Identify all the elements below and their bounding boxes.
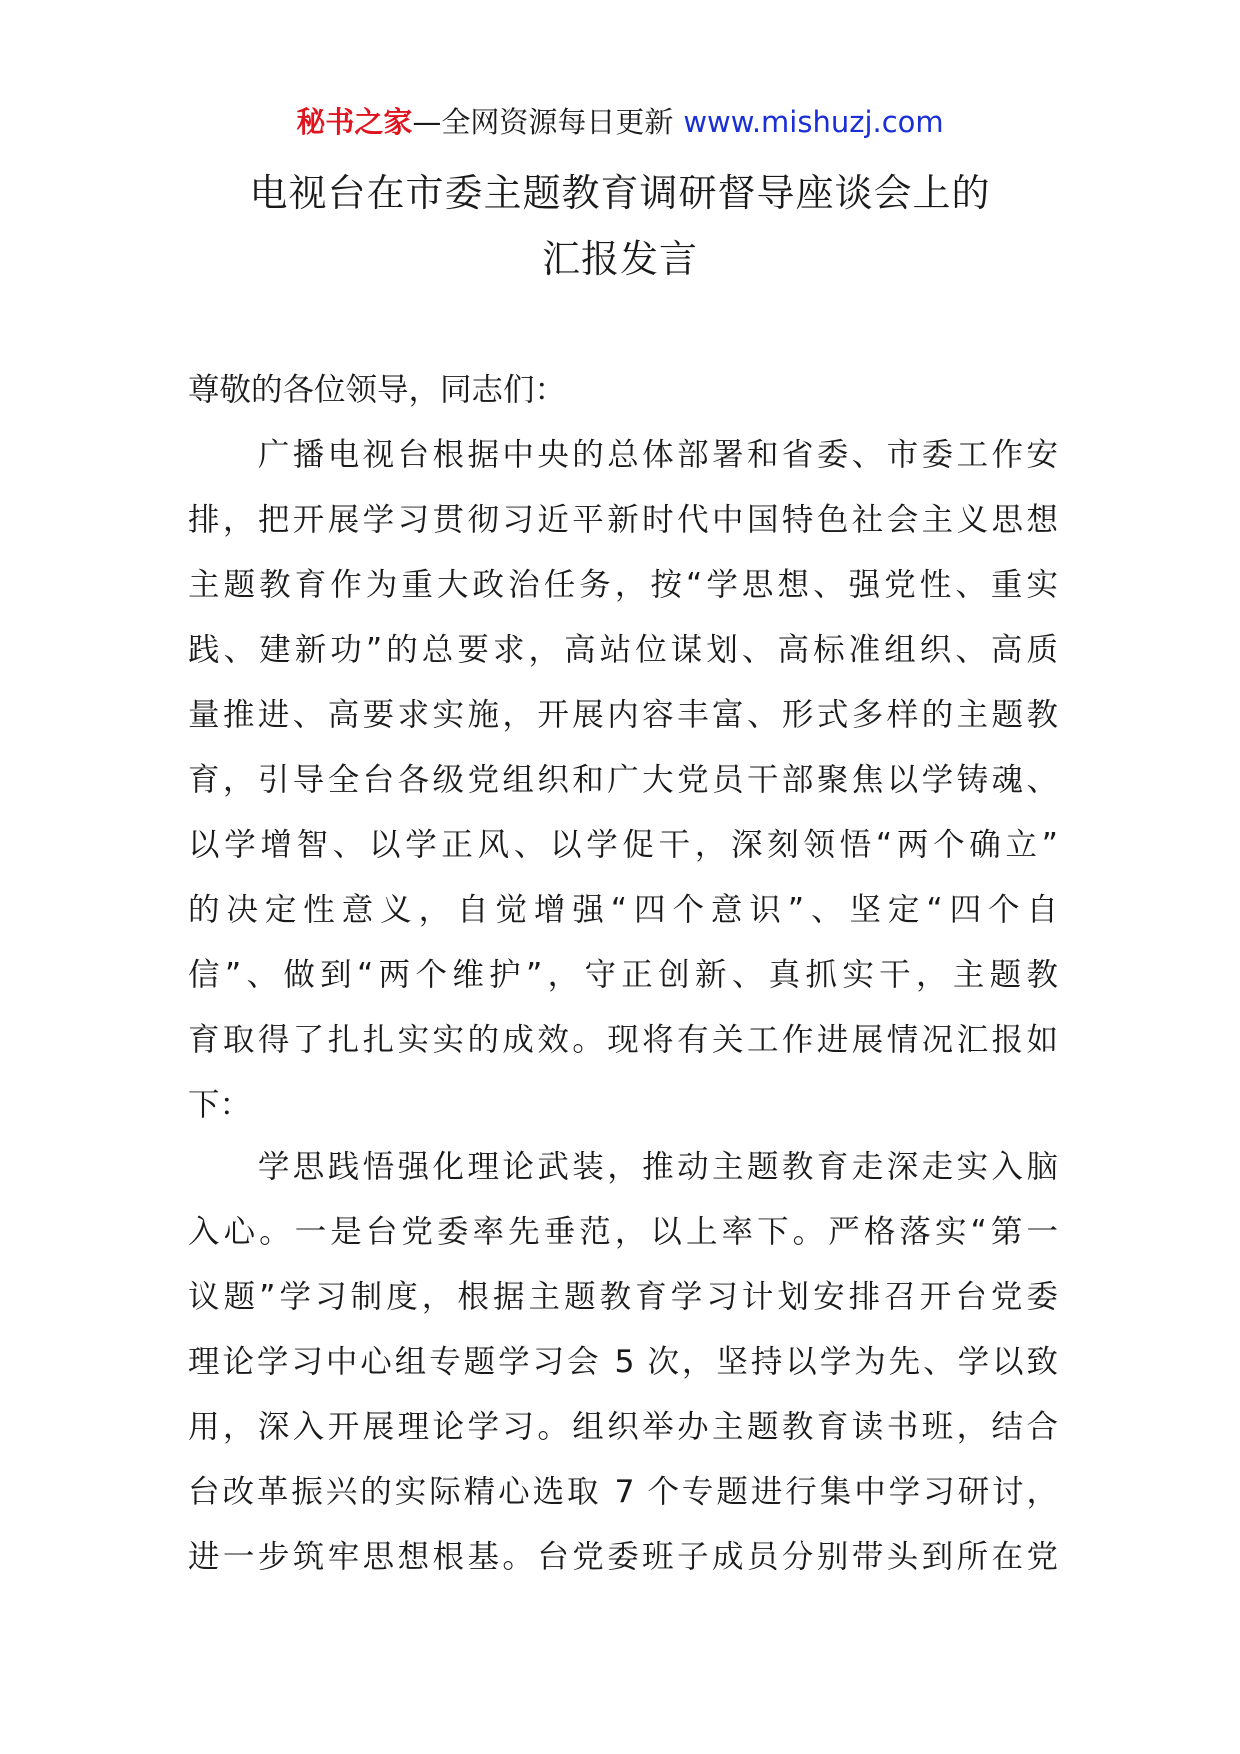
site-header <box>0 102 1240 142</box>
paragraph-line: 信”、做到“两个维护”，守正创新、真抓实干，主题教 <box>188 957 1058 993</box>
paragraph-line: 践、建新功”的总要求，高站位谋划、高标准组织、高质 <box>188 632 1058 668</box>
paragraph-line: 入心。一是台党委率先垂范，以上率下。严格落实“第一 <box>188 1214 1058 1250</box>
salutation-text: 尊敬的各位领导，同志们： <box>188 372 567 408</box>
paragraph-line: 下： <box>188 1087 252 1123</box>
paragraph-line: 量推进、高要求实施，开展内容丰富、形式多样的主题教 <box>188 697 1058 733</box>
paragraph-line: 理论学习中心组专题学习会 5 次，坚持以学为先、学以致 <box>188 1344 1058 1380</box>
paragraph-line: 以学增智、以学正风、以学促干，深刻领悟“两个确立” <box>188 827 1058 863</box>
salutation <box>188 358 1058 423</box>
paragraph-line: 台改革振兴的实际精心选取 7 个专题进行集中学习研讨， <box>188 1474 1058 1510</box>
header-tagline: —全网资源每日更新 <box>412 105 674 139</box>
site-url-link[interactable]: www.mishuzj.com <box>683 105 944 139</box>
paragraph-line: 育，引导全台各级党组织和广大党员干部聚焦以学铸魂、 <box>188 762 1058 798</box>
paragraph-line: 议题”学习制度，根据主题教育学习计划安排召开台党委 <box>188 1279 1058 1315</box>
paragraph-line: 排，把开展学习贯彻习近平新时代中国特色社会主义思想 <box>188 502 1058 538</box>
paragraph-line: 学思践悟强化理论武装，推动主题教育走深走实入脑 <box>188 1149 1058 1185</box>
brand-name: 秘书之家 <box>296 105 413 139</box>
paragraph-1 <box>188 423 1058 1138</box>
paragraph-line: 广播电视台根据中央的总体部署和省委、市委工作安 <box>188 437 1058 473</box>
paragraph-line: 用，深入开展理论学习。组织举办主题教育读书班，结合 <box>188 1409 1058 1445</box>
paragraph-line: 进一步筑牢思想根基。台党委班子成员分别带头到所在党 <box>188 1539 1058 1575</box>
paragraph-line: 主题教育作为重大政治任务，按“学思想、强党性、重实 <box>188 567 1058 603</box>
paragraph-line: 育取得了扎扎实实的成效。现将有关工作进展情况汇报如 <box>188 1022 1058 1058</box>
paragraph-line: 的决定性意义，自觉增强“四个意识”、坚定“四个自 <box>188 892 1058 928</box>
document-title-line-1: 电视台在市委主题教育调研督导座谈会上的 <box>249 171 991 215</box>
document-title-line-2: 汇报发言 <box>541 237 698 281</box>
paragraph-2 <box>188 1135 1058 1590</box>
